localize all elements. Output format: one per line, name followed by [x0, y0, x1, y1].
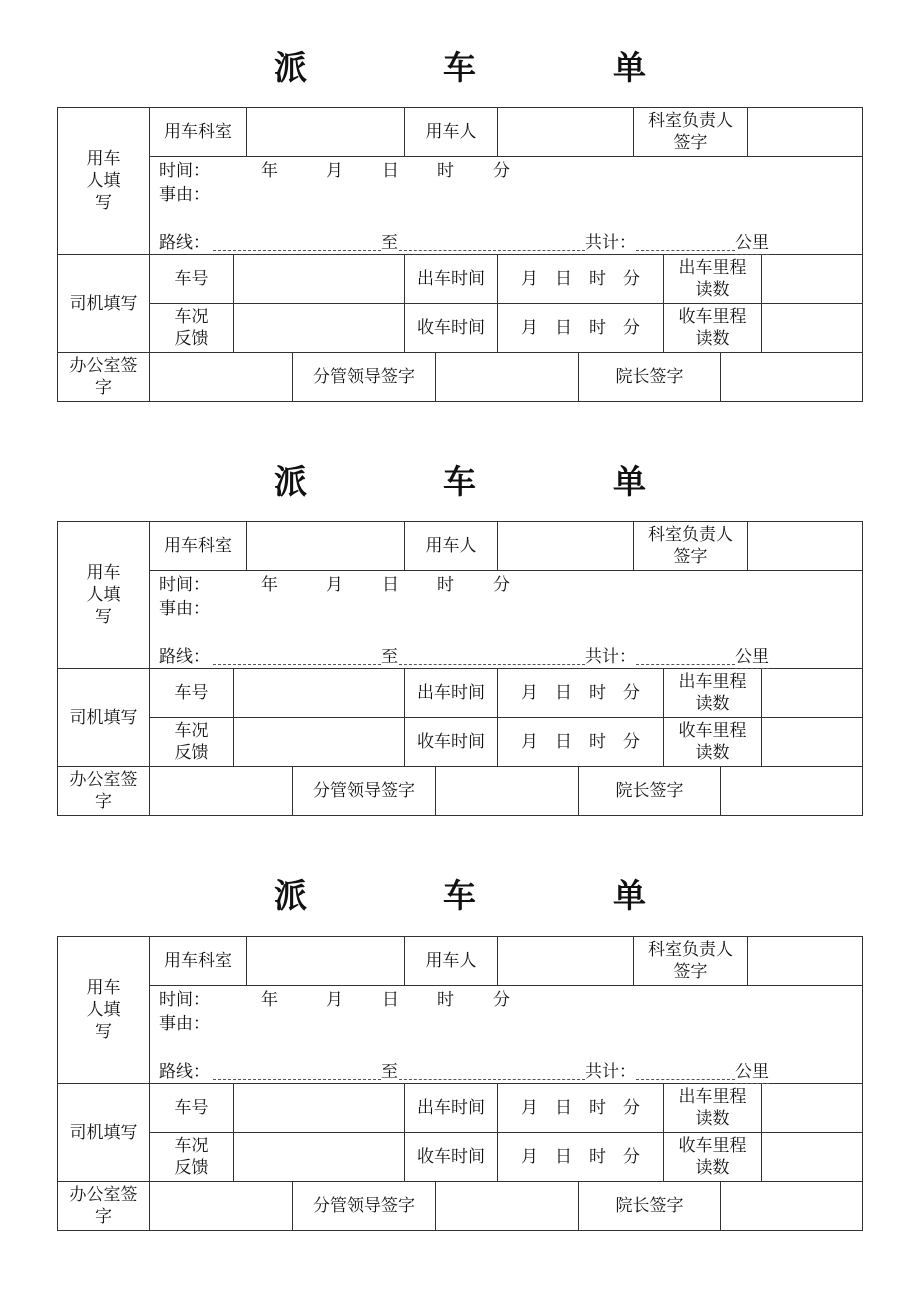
- office-sign-input[interactable]: [150, 353, 293, 401]
- dept-label: 用车科室: [150, 937, 247, 986]
- return-mileage-label: 收车里程读数: [664, 1133, 762, 1182]
- return-mileage-label: 收车里程读数: [664, 304, 762, 353]
- dean-sign-input[interactable]: [721, 1182, 862, 1230]
- depart-mileage-label: 出车里程读数: [664, 669, 762, 718]
- time-year: 年: [261, 161, 278, 181]
- condition-input[interactable]: [234, 1133, 405, 1182]
- form-title: [200, 42, 720, 90]
- dept-label: 用车科室: [150, 522, 247, 571]
- dean-sign-input[interactable]: [721, 767, 862, 815]
- section-driver-label: 司机填写: [58, 669, 150, 767]
- user-input[interactable]: [498, 108, 634, 157]
- total-line[interactable]: [636, 249, 735, 251]
- leader-sign-input[interactable]: [436, 353, 579, 401]
- time-hour: 时: [437, 990, 454, 1010]
- route-from-line[interactable]: [213, 249, 381, 251]
- return-mileage-input[interactable]: [762, 718, 862, 767]
- condition-label: 车况反馈: [150, 1133, 234, 1182]
- title-char: 单: [613, 48, 646, 87]
- route-label: 路线：: [159, 647, 210, 667]
- time-minute: 分: [493, 161, 510, 181]
- condition-label: 车况反馈: [150, 718, 234, 767]
- depart-time-input[interactable]: 月 日 时 分: [498, 1084, 664, 1133]
- car-no-input[interactable]: [234, 669, 405, 718]
- title-char: 派: [274, 876, 307, 915]
- car-no-input[interactable]: [234, 1084, 405, 1133]
- route-to-line[interactable]: [399, 663, 585, 665]
- return-mileage-input[interactable]: [762, 1133, 862, 1182]
- condition-input[interactable]: [234, 304, 405, 353]
- total-label: 共计：: [585, 233, 636, 253]
- title-char: 派: [274, 462, 307, 501]
- reason-label: 事由：: [159, 185, 210, 205]
- condition-label: 车况反馈: [150, 304, 234, 353]
- section-user-label: 用车人填写: [58, 522, 150, 669]
- leader-sign-label: 分管领导签字: [293, 767, 436, 815]
- leader-sign-label: 分管领导签字: [293, 1182, 436, 1230]
- route-from-line[interactable]: [213, 1078, 381, 1080]
- leader-sign-input[interactable]: [436, 767, 579, 815]
- time-label: 时间：: [159, 990, 210, 1010]
- section-driver-label: 司机填写: [58, 1084, 150, 1182]
- route-to: 至: [381, 1062, 398, 1082]
- return-time-input[interactable]: 月 日 时 分: [498, 1133, 664, 1182]
- time-month: 月: [326, 575, 343, 595]
- route-label: 路线：: [159, 233, 210, 253]
- title-char: 派: [274, 48, 307, 87]
- office-sign-label: 办公室签字: [58, 353, 150, 401]
- condition-input[interactable]: [234, 718, 405, 767]
- time-minute: 分: [493, 990, 510, 1010]
- route-to: 至: [381, 233, 398, 253]
- section-user-label: 用车人填写: [58, 108, 150, 255]
- dept-head-sign-input[interactable]: [748, 522, 862, 571]
- dept-label: 用车科室: [150, 108, 247, 157]
- time-day: 日: [382, 990, 399, 1010]
- form-title: [200, 456, 720, 504]
- car-no-label: 车号: [150, 1084, 234, 1133]
- office-sign-label: 办公室签字: [58, 1182, 150, 1230]
- title-char: 车: [443, 462, 476, 501]
- time-label: 时间：: [159, 161, 210, 181]
- total-line[interactable]: [636, 663, 735, 665]
- dean-sign-input[interactable]: [721, 353, 862, 401]
- depart-time-input[interactable]: 月 日 时 分: [498, 669, 664, 718]
- time-year: 年: [261, 990, 278, 1010]
- time-hour: 时: [437, 575, 454, 595]
- title-char: 单: [613, 876, 646, 915]
- time-day: 日: [382, 575, 399, 595]
- dept-head-sign-label: 科室负责人签字: [634, 522, 748, 571]
- dean-sign-label: 院长签字: [579, 353, 721, 401]
- route-from-line[interactable]: [213, 663, 381, 665]
- dispatch-form: [57, 107, 863, 402]
- dept-head-sign-label: 科室负责人签字: [634, 108, 748, 157]
- dean-sign-label: 院长签字: [579, 1182, 721, 1230]
- return-mileage-label: 收车里程读数: [664, 718, 762, 767]
- user-label: 用车人: [405, 937, 498, 986]
- depart-mileage-label: 出车里程读数: [664, 1084, 762, 1133]
- depart-time-input[interactable]: 月 日 时 分: [498, 255, 664, 304]
- car-no-label: 车号: [150, 669, 234, 718]
- route-to-line[interactable]: [399, 1078, 585, 1080]
- time-month: 月: [326, 161, 343, 181]
- return-mileage-input[interactable]: [762, 304, 862, 353]
- title-char: 车: [443, 876, 476, 915]
- dept-input[interactable]: [247, 522, 405, 571]
- depart-mileage-input[interactable]: [762, 255, 862, 304]
- total-label: 共计：: [585, 647, 636, 667]
- reason-label: 事由：: [159, 1014, 210, 1034]
- user-input[interactable]: [498, 522, 634, 571]
- section-driver-label: 司机填写: [58, 255, 150, 353]
- km-unit: 公里: [735, 1062, 769, 1082]
- title-char: 车: [443, 48, 476, 87]
- time-month: 月: [326, 990, 343, 1010]
- return-time-input[interactable]: 月 日 时 分: [498, 718, 664, 767]
- section-user-label: 用车人填写: [58, 937, 150, 1084]
- dept-head-sign-input[interactable]: [748, 937, 862, 986]
- dept-input[interactable]: [247, 937, 405, 986]
- depart-time-label: 出车时间: [405, 255, 498, 304]
- dept-head-sign-label: 科室负责人签字: [634, 937, 748, 986]
- return-time-label: 收车时间: [405, 304, 498, 353]
- route-to-line[interactable]: [399, 249, 585, 251]
- dept-input[interactable]: [247, 108, 405, 157]
- dept-head-sign-input[interactable]: [748, 108, 862, 157]
- time-label: 时间：: [159, 575, 210, 595]
- total-line[interactable]: [636, 1078, 735, 1080]
- car-no-label: 车号: [150, 255, 234, 304]
- return-time-input[interactable]: 月 日 时 分: [498, 304, 664, 353]
- depart-mileage-input[interactable]: [762, 1084, 862, 1133]
- time-day: 日: [382, 161, 399, 181]
- title-char: 单: [613, 462, 646, 501]
- time-hour: 时: [437, 161, 454, 181]
- time-year: 年: [261, 575, 278, 595]
- dispatch-form: [57, 936, 863, 1231]
- office-sign-input[interactable]: [150, 767, 293, 815]
- dean-sign-label: 院长签字: [579, 767, 721, 815]
- return-time-label: 收车时间: [405, 718, 498, 767]
- leader-sign-input[interactable]: [436, 1182, 579, 1230]
- user-input[interactable]: [498, 937, 634, 986]
- office-sign-input[interactable]: [150, 1182, 293, 1230]
- office-sign-label: 办公室签字: [58, 767, 150, 815]
- depart-time-label: 出车时间: [405, 1084, 498, 1133]
- reason-label: 事由：: [159, 599, 210, 619]
- dispatch-form: [57, 521, 863, 816]
- user-label: 用车人: [405, 522, 498, 571]
- km-unit: 公里: [735, 233, 769, 253]
- leader-sign-label: 分管领导签字: [293, 353, 436, 401]
- route-to: 至: [381, 647, 398, 667]
- user-label: 用车人: [405, 108, 498, 157]
- time-minute: 分: [493, 575, 510, 595]
- km-unit: 公里: [735, 647, 769, 667]
- depart-time-label: 出车时间: [405, 669, 498, 718]
- car-no-input[interactable]: [234, 255, 405, 304]
- depart-mileage-label: 出车里程读数: [664, 255, 762, 304]
- total-label: 共计：: [585, 1062, 636, 1082]
- depart-mileage-input[interactable]: [762, 669, 862, 718]
- return-time-label: 收车时间: [405, 1133, 498, 1182]
- form-title: [200, 870, 720, 918]
- route-label: 路线：: [159, 1062, 210, 1082]
